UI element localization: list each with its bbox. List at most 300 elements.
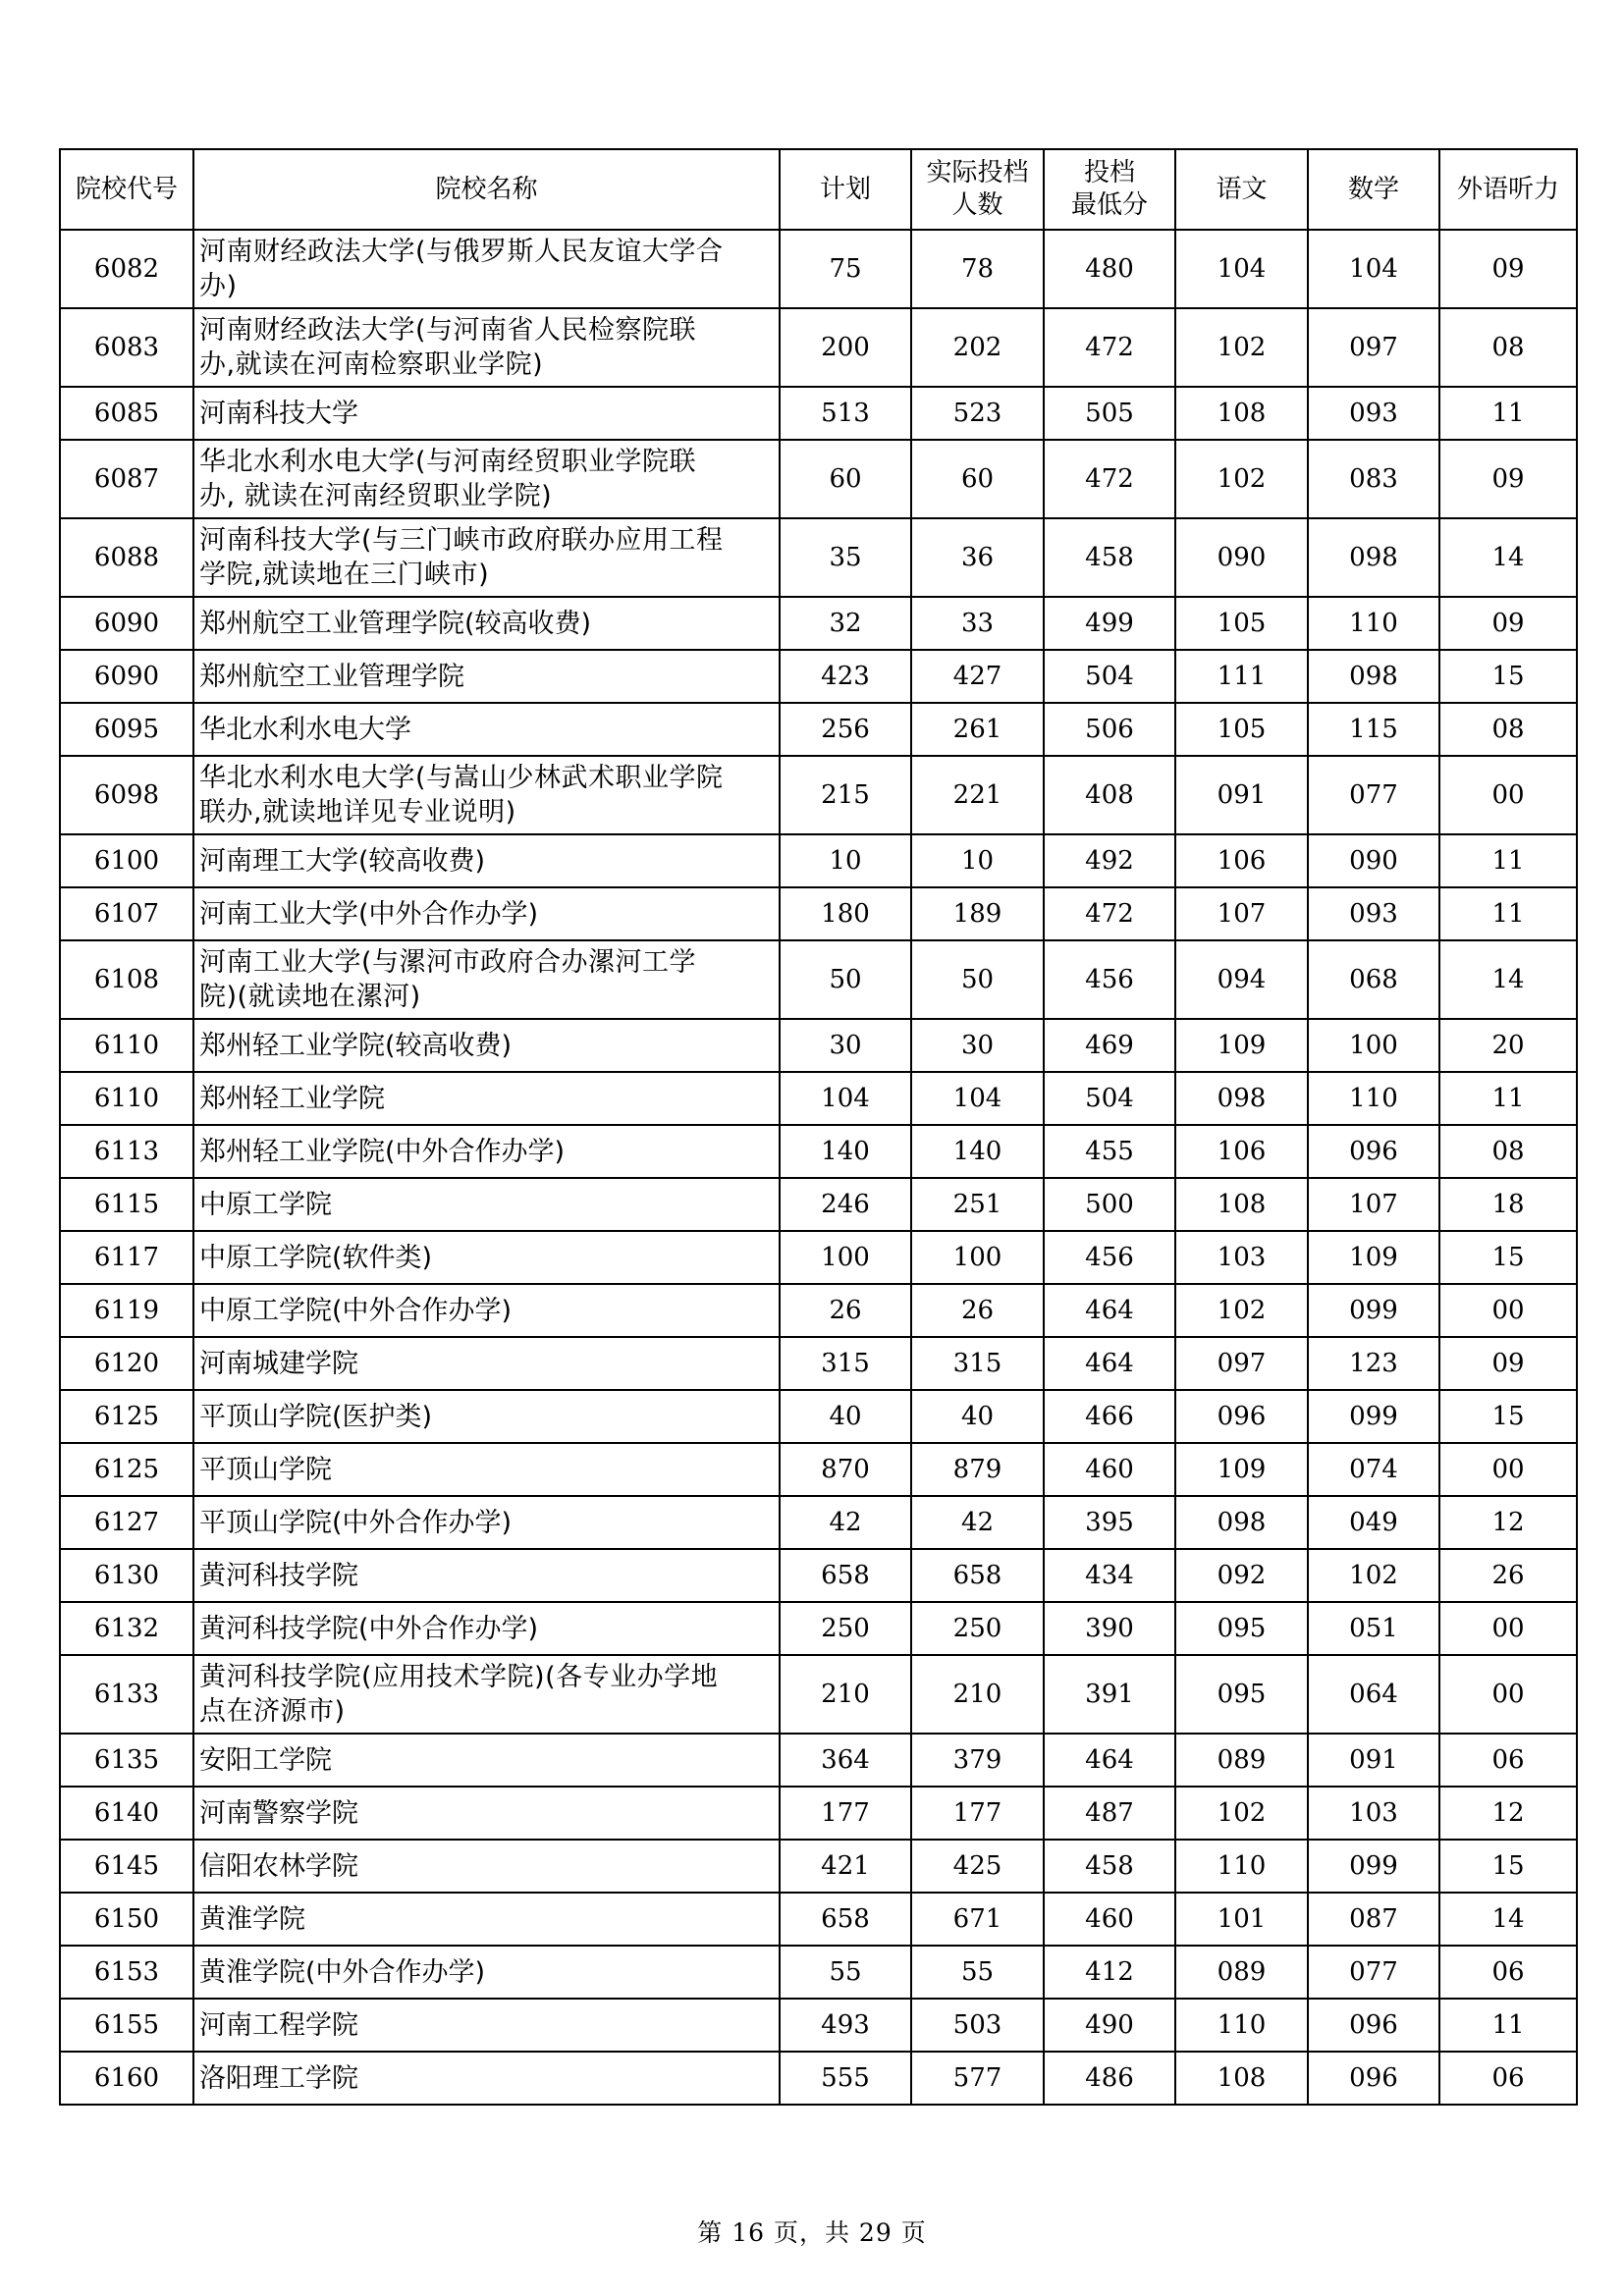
school-name-line: 办) <box>199 271 238 301</box>
cell-min-score: 472 <box>1044 887 1175 940</box>
cell-chinese: 102 <box>1175 308 1308 387</box>
cell-actual-count: 60 <box>911 440 1044 518</box>
school-name-line: 信阳农林学院 <box>199 1850 358 1882</box>
header-plan: 计划 <box>780 149 911 230</box>
table-row <box>60 1443 1577 1496</box>
cell-actual-count: 658 <box>911 1549 1044 1602</box>
school-name-line: 中原工学院(软件类) <box>199 1242 433 1273</box>
cell-school-code: 6117 <box>60 1231 193 1284</box>
cell-school-name <box>193 1337 780 1390</box>
cell-math: 096 <box>1308 1125 1439 1178</box>
cell-min-score: 458 <box>1044 518 1175 597</box>
cell-min-score: 480 <box>1044 230 1175 308</box>
cell-math: 099 <box>1308 1284 1439 1337</box>
cell-math: 097 <box>1308 308 1439 387</box>
school-name-line: 河南城建学院 <box>199 1348 358 1379</box>
cell-plan: 60 <box>780 440 911 518</box>
cell-min-score: 408 <box>1044 756 1175 834</box>
cell-listening: 06 <box>1439 1946 1577 1999</box>
cell-math: 090 <box>1308 834 1439 887</box>
cell-plan: 35 <box>780 518 911 597</box>
cell-plan: 513 <box>780 387 911 440</box>
cell-actual-count: 577 <box>911 2052 1044 2105</box>
cell-plan: 364 <box>780 1734 911 1787</box>
cell-plan: 200 <box>780 308 911 387</box>
cell-math: 099 <box>1308 1840 1439 1893</box>
table-row <box>60 1125 1577 1178</box>
cell-math: 123 <box>1308 1337 1439 1390</box>
table-row <box>60 1734 1577 1787</box>
cell-math: 096 <box>1308 2052 1439 2105</box>
cell-plan: 40 <box>780 1390 911 1443</box>
table-row <box>60 1655 1577 1734</box>
cell-school-code: 6108 <box>60 940 193 1019</box>
cell-listening: 20 <box>1439 1019 1577 1072</box>
cell-school-name <box>193 1840 780 1893</box>
school-name-line: 河南财经政法大学(与河南省人民检察院联 <box>199 315 697 346</box>
cell-plan: 421 <box>780 1840 911 1893</box>
cell-school-code: 6125 <box>60 1390 193 1443</box>
cell-plan: 177 <box>780 1787 911 1840</box>
cell-chinese: 098 <box>1175 1496 1308 1549</box>
cell-math: 083 <box>1308 440 1439 518</box>
cell-school-code: 6125 <box>60 1443 193 1496</box>
cell-actual-count: 10 <box>911 834 1044 887</box>
cell-actual-count: 30 <box>911 1019 1044 1072</box>
cell-actual-count: 671 <box>911 1893 1044 1946</box>
table-body <box>60 230 1577 2105</box>
cell-listening: 00 <box>1439 1602 1577 1655</box>
cell-min-score: 460 <box>1044 1443 1175 1496</box>
cell-chinese: 101 <box>1175 1893 1308 1946</box>
cell-school-code: 6090 <box>60 597 193 650</box>
cell-school-name <box>193 1893 780 1946</box>
cell-school-name <box>193 1443 780 1496</box>
cell-listening: 00 <box>1439 1443 1577 1496</box>
cell-school-name <box>193 703 780 756</box>
cell-chinese: 096 <box>1175 1390 1308 1443</box>
table-row <box>60 1337 1577 1390</box>
cell-school-name <box>193 518 780 597</box>
header-chinese: 语文 <box>1175 149 1308 230</box>
cell-chinese: 089 <box>1175 1734 1308 1787</box>
cell-school-code: 6098 <box>60 756 193 834</box>
header-actual-count-line2: 人数 <box>951 190 1003 220</box>
cell-actual-count: 503 <box>911 1999 1044 2052</box>
cell-listening: 00 <box>1439 756 1577 834</box>
cell-plan: 246 <box>780 1178 911 1231</box>
cell-min-score: 504 <box>1044 1072 1175 1125</box>
cell-actual-count: 26 <box>911 1284 1044 1337</box>
cell-listening: 11 <box>1439 387 1577 440</box>
page-footer: 第 16 页，共 29 页 <box>697 2218 927 2247</box>
cell-listening: 09 <box>1439 230 1577 308</box>
school-name-line: 黄淮学院 <box>199 1903 305 1935</box>
cell-school-name <box>193 1549 780 1602</box>
cell-math: 064 <box>1308 1655 1439 1734</box>
cell-plan: 140 <box>780 1125 911 1178</box>
cell-min-score: 460 <box>1044 1893 1175 1946</box>
cell-min-score: 492 <box>1044 834 1175 887</box>
cell-school-name <box>193 1178 780 1231</box>
cell-school-code: 6132 <box>60 1602 193 1655</box>
cell-listening: 12 <box>1439 1787 1577 1840</box>
table-row <box>60 308 1577 387</box>
cell-chinese: 103 <box>1175 1231 1308 1284</box>
table-row <box>60 1496 1577 1549</box>
cell-chinese: 098 <box>1175 1072 1308 1125</box>
cell-plan: 180 <box>780 887 911 940</box>
header-school-code: 院校代号 <box>60 149 193 230</box>
school-name-line: 黄河科技学院(应用技术学院)(各专业办学地 <box>199 1662 719 1692</box>
cell-actual-count: 250 <box>911 1602 1044 1655</box>
cell-school-code: 6145 <box>60 1840 193 1893</box>
cell-school-name <box>193 1602 780 1655</box>
table-row <box>60 1231 1577 1284</box>
cell-school-name <box>193 1125 780 1178</box>
table-row <box>60 887 1577 940</box>
cell-chinese: 092 <box>1175 1549 1308 1602</box>
header-actual-count-line1: 实际投档 <box>926 158 1029 187</box>
cell-school-name <box>193 1655 780 1734</box>
cell-school-name <box>193 597 780 650</box>
cell-school-code: 6085 <box>60 387 193 440</box>
cell-listening: 08 <box>1439 703 1577 756</box>
cell-school-name <box>193 834 780 887</box>
cell-plan: 50 <box>780 940 911 1019</box>
cell-min-score: 469 <box>1044 1019 1175 1072</box>
cell-school-name <box>193 440 780 518</box>
cell-math: 100 <box>1308 1019 1439 1072</box>
cell-min-score: 466 <box>1044 1390 1175 1443</box>
cell-math: 103 <box>1308 1787 1439 1840</box>
cell-min-score: 412 <box>1044 1946 1175 1999</box>
school-name-line: 点在济源市) <box>199 1696 346 1727</box>
cell-plan: 315 <box>780 1337 911 1390</box>
cell-math: 098 <box>1308 650 1439 703</box>
cell-listening: 15 <box>1439 1390 1577 1443</box>
cell-listening: 11 <box>1439 1999 1577 2052</box>
admission-score-table <box>59 148 1578 2106</box>
cell-plan: 30 <box>780 1019 911 1072</box>
cell-chinese: 094 <box>1175 940 1308 1019</box>
cell-listening: 14 <box>1439 1893 1577 1946</box>
cell-math: 074 <box>1308 1443 1439 1496</box>
cell-actual-count: 189 <box>911 887 1044 940</box>
cell-chinese: 095 <box>1175 1655 1308 1734</box>
cell-school-name <box>193 940 780 1019</box>
cell-plan: 55 <box>780 1946 911 1999</box>
cell-min-score: 464 <box>1044 1337 1175 1390</box>
table-row <box>60 1602 1577 1655</box>
table-row <box>60 1019 1577 1072</box>
school-name-line: 办, 就读在河南经贸职业学院) <box>199 481 553 511</box>
cell-chinese: 111 <box>1175 650 1308 703</box>
cell-school-code: 6120 <box>60 1337 193 1390</box>
cell-chinese: 102 <box>1175 1284 1308 1337</box>
cell-min-score: 395 <box>1044 1496 1175 1549</box>
cell-min-score: 500 <box>1044 1178 1175 1231</box>
cell-min-score: 486 <box>1044 2052 1175 2105</box>
school-name-line: 平顶山学院(中外合作办学) <box>199 1507 513 1538</box>
cell-actual-count: 379 <box>911 1734 1044 1787</box>
cell-school-name <box>193 1231 780 1284</box>
cell-min-score: 504 <box>1044 650 1175 703</box>
table-row <box>60 1840 1577 1893</box>
cell-chinese: 109 <box>1175 1019 1308 1072</box>
cell-math: 109 <box>1308 1231 1439 1284</box>
cell-actual-count: 140 <box>911 1125 1044 1178</box>
school-name-line: 郑州轻工业学院(较高收费) <box>199 1030 513 1061</box>
school-name-line: 平顶山学院 <box>199 1454 332 1485</box>
school-name-line: 联办,就读地详见专业说明) <box>199 797 516 828</box>
cell-school-code: 6135 <box>60 1734 193 1787</box>
cell-actual-count: 177 <box>911 1787 1044 1840</box>
cell-actual-count: 36 <box>911 518 1044 597</box>
table-row <box>60 756 1577 834</box>
school-name-line: 河南工业大学(中外合作办学) <box>199 898 539 930</box>
header-math: 数学 <box>1308 149 1439 230</box>
cell-min-score: 391 <box>1044 1655 1175 1734</box>
header-min-score-line1: 投档 <box>1083 158 1135 187</box>
cell-actual-count: 100 <box>911 1231 1044 1284</box>
school-name-line: 平顶山学院(医护类) <box>199 1401 433 1432</box>
cell-chinese: 106 <box>1175 834 1308 887</box>
cell-listening: 15 <box>1439 1840 1577 1893</box>
cell-chinese: 108 <box>1175 387 1308 440</box>
school-name-line: 安阳工学院 <box>199 1744 332 1776</box>
cell-plan: 210 <box>780 1655 911 1734</box>
cell-school-name <box>193 1496 780 1549</box>
cell-school-name <box>193 1390 780 1443</box>
cell-actual-count: 210 <box>911 1655 1044 1734</box>
header-min-score <box>1044 149 1175 230</box>
school-name-line: 郑州轻工业学院 <box>199 1083 385 1114</box>
header-listening: 外语听力 <box>1439 149 1577 230</box>
cell-chinese: 102 <box>1175 440 1308 518</box>
cell-actual-count: 315 <box>911 1337 1044 1390</box>
cell-min-score: 456 <box>1044 940 1175 1019</box>
cell-chinese: 107 <box>1175 887 1308 940</box>
cell-chinese: 105 <box>1175 597 1308 650</box>
school-name-line: 华北水利水电大学 <box>199 714 411 745</box>
table-row <box>60 1178 1577 1231</box>
cell-school-code: 6153 <box>60 1946 193 1999</box>
table-row <box>60 440 1577 518</box>
cell-school-name <box>193 650 780 703</box>
cell-school-name <box>193 756 780 834</box>
cell-school-code: 6160 <box>60 2052 193 2105</box>
cell-plan: 658 <box>780 1549 911 1602</box>
cell-school-code: 6088 <box>60 518 193 597</box>
cell-school-name <box>193 1999 780 2052</box>
cell-school-code: 6095 <box>60 703 193 756</box>
cell-school-name <box>193 1787 780 1840</box>
cell-plan: 26 <box>780 1284 911 1337</box>
cell-min-score: 455 <box>1044 1125 1175 1178</box>
cell-school-code: 6082 <box>60 230 193 308</box>
table-row <box>60 1999 1577 2052</box>
cell-chinese: 090 <box>1175 518 1308 597</box>
header-row <box>60 149 1577 230</box>
school-name-line: 洛阳理工学院 <box>199 2062 358 2094</box>
school-name-line: 院)(就读地在漯河) <box>199 982 421 1012</box>
cell-actual-count: 879 <box>911 1443 1044 1496</box>
cell-min-score: 506 <box>1044 703 1175 756</box>
table-row <box>60 1787 1577 1840</box>
cell-school-code: 6133 <box>60 1655 193 1734</box>
cell-chinese: 106 <box>1175 1125 1308 1178</box>
cell-actual-count: 78 <box>911 230 1044 308</box>
cell-school-name <box>193 1019 780 1072</box>
cell-school-code: 6140 <box>60 1787 193 1840</box>
school-name-line: 河南财经政法大学(与俄罗斯人民友谊大学合 <box>199 237 724 267</box>
cell-school-code: 6090 <box>60 650 193 703</box>
table-row <box>60 230 1577 308</box>
cell-min-score: 472 <box>1044 440 1175 518</box>
cell-math: 093 <box>1308 887 1439 940</box>
table-row <box>60 1072 1577 1125</box>
cell-school-name <box>193 1284 780 1337</box>
cell-school-code: 6110 <box>60 1019 193 1072</box>
cell-chinese: 102 <box>1175 1787 1308 1840</box>
cell-school-name <box>193 1946 780 1999</box>
school-name-line: 学院,就读地在三门峡市) <box>199 560 490 590</box>
cell-school-code: 6130 <box>60 1549 193 1602</box>
header-min-score-line2: 最低分 <box>1070 190 1148 220</box>
cell-actual-count: 42 <box>911 1496 1044 1549</box>
cell-listening: 11 <box>1439 887 1577 940</box>
cell-plan: 10 <box>780 834 911 887</box>
cell-school-name <box>193 1734 780 1787</box>
cell-chinese: 110 <box>1175 1840 1308 1893</box>
cell-actual-count: 50 <box>911 940 1044 1019</box>
cell-math: 051 <box>1308 1602 1439 1655</box>
cell-math: 110 <box>1308 1072 1439 1125</box>
cell-listening: 11 <box>1439 1072 1577 1125</box>
cell-min-score: 505 <box>1044 387 1175 440</box>
school-name-line: 郑州航空工业管理学院(较高收费) <box>199 608 592 639</box>
cell-listening: 09 <box>1439 597 1577 650</box>
cell-chinese: 089 <box>1175 1946 1308 1999</box>
cell-plan: 215 <box>780 756 911 834</box>
cell-school-name <box>193 387 780 440</box>
cell-actual-count: 104 <box>911 1072 1044 1125</box>
cell-math: 110 <box>1308 597 1439 650</box>
table-row <box>60 2052 1577 2105</box>
cell-actual-count: 523 <box>911 387 1044 440</box>
cell-math: 096 <box>1308 1999 1439 2052</box>
cell-school-code: 6110 <box>60 1072 193 1125</box>
cell-listening: 09 <box>1439 1337 1577 1390</box>
table-row <box>60 387 1577 440</box>
cell-school-name <box>193 230 780 308</box>
cell-math: 077 <box>1308 1946 1439 1999</box>
table-row <box>60 940 1577 1019</box>
cell-plan: 42 <box>780 1496 911 1549</box>
cell-listening: 14 <box>1439 518 1577 597</box>
school-name-line: 华北水利水电大学(与河南经贸职业学院联 <box>199 447 697 477</box>
cell-plan: 423 <box>780 650 911 703</box>
cell-listening: 00 <box>1439 1655 1577 1734</box>
cell-school-name <box>193 1072 780 1125</box>
table-row <box>60 650 1577 703</box>
cell-min-score: 390 <box>1044 1602 1175 1655</box>
cell-school-name <box>193 2052 780 2105</box>
cell-school-code: 6083 <box>60 308 193 387</box>
cell-math: 115 <box>1308 703 1439 756</box>
cell-chinese: 110 <box>1175 1999 1308 2052</box>
cell-actual-count: 33 <box>911 597 1044 650</box>
table-row <box>60 1284 1577 1337</box>
table-row <box>60 1390 1577 1443</box>
cell-math: 091 <box>1308 1734 1439 1787</box>
cell-chinese: 091 <box>1175 756 1308 834</box>
cell-plan: 256 <box>780 703 911 756</box>
cell-actual-count: 202 <box>911 308 1044 387</box>
cell-school-code: 6150 <box>60 1893 193 1946</box>
header-actual-count <box>911 149 1044 230</box>
cell-math: 077 <box>1308 756 1439 834</box>
cell-listening: 06 <box>1439 1734 1577 1787</box>
school-name-line: 黄淮学院(中外合作办学) <box>199 1956 486 1988</box>
cell-school-code: 6100 <box>60 834 193 887</box>
cell-math: 087 <box>1308 1893 1439 1946</box>
cell-min-score: 456 <box>1044 1231 1175 1284</box>
cell-chinese: 108 <box>1175 2052 1308 2105</box>
cell-actual-count: 40 <box>911 1390 1044 1443</box>
school-name-line: 中原工学院(中外合作办学) <box>199 1295 513 1326</box>
cell-math: 102 <box>1308 1549 1439 1602</box>
school-name-line: 办,就读在河南检察职业学院) <box>199 349 544 380</box>
cell-plan: 555 <box>780 2052 911 2105</box>
school-name-line: 河南工业大学(与漯河市政府合办漯河工学 <box>199 947 697 978</box>
cell-plan: 104 <box>780 1072 911 1125</box>
cell-chinese: 109 <box>1175 1443 1308 1496</box>
cell-min-score: 499 <box>1044 597 1175 650</box>
cell-listening: 18 <box>1439 1178 1577 1231</box>
school-name-line: 河南科技大学 <box>199 398 358 429</box>
school-name-line: 郑州轻工业学院(中外合作办学) <box>199 1136 566 1167</box>
cell-plan: 493 <box>780 1999 911 2052</box>
cell-actual-count: 427 <box>911 650 1044 703</box>
cell-plan: 75 <box>780 230 911 308</box>
cell-school-code: 6087 <box>60 440 193 518</box>
cell-chinese: 105 <box>1175 703 1308 756</box>
cell-chinese: 108 <box>1175 1178 1308 1231</box>
cell-listening: 08 <box>1439 308 1577 387</box>
cell-listening: 11 <box>1439 834 1577 887</box>
table-row <box>60 1946 1577 1999</box>
school-name-line: 河南理工大学(较高收费) <box>199 845 486 877</box>
header-school-name: 院校名称 <box>193 149 780 230</box>
cell-plan: 250 <box>780 1602 911 1655</box>
cell-chinese: 095 <box>1175 1602 1308 1655</box>
cell-school-name <box>193 308 780 387</box>
table-row <box>60 597 1577 650</box>
cell-min-score: 464 <box>1044 1284 1175 1337</box>
cell-min-score: 464 <box>1044 1734 1175 1787</box>
cell-school-code: 6119 <box>60 1284 193 1337</box>
cell-school-name <box>193 887 780 940</box>
table-row <box>60 703 1577 756</box>
table-row <box>60 834 1577 887</box>
cell-plan: 658 <box>780 1893 911 1946</box>
cell-plan: 100 <box>780 1231 911 1284</box>
cell-listening: 06 <box>1439 2052 1577 2105</box>
cell-min-score: 472 <box>1044 308 1175 387</box>
cell-math: 093 <box>1308 387 1439 440</box>
